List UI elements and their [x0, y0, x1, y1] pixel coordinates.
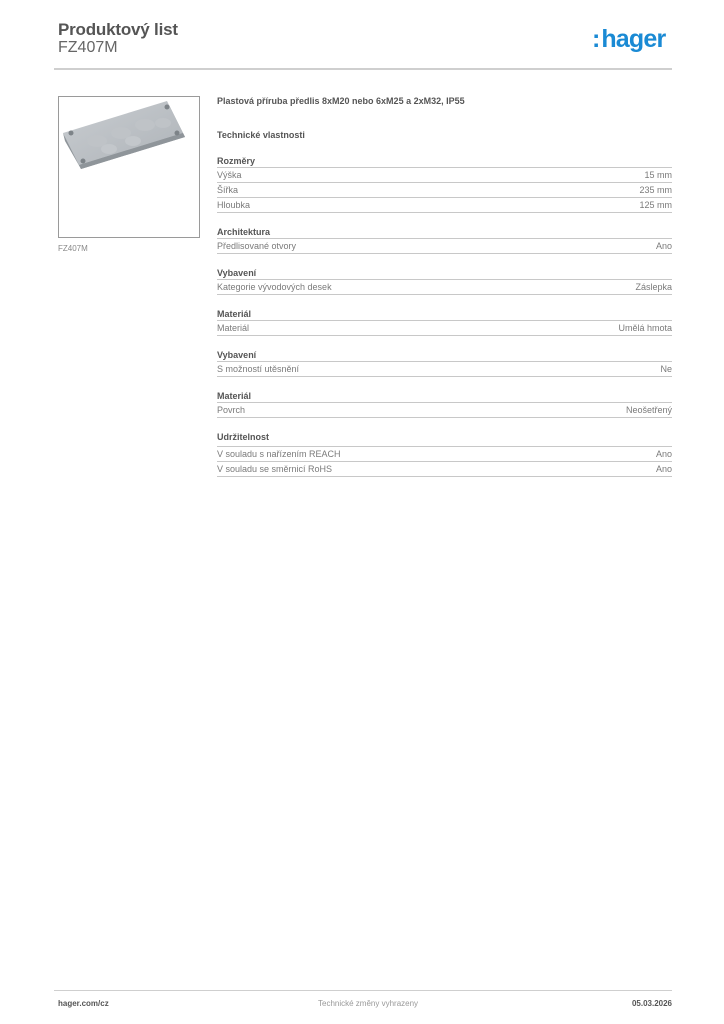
hager-logo — [592, 25, 665, 54]
logo-colon-icon: : — [592, 25, 601, 53]
spec-value: Umělá hmota — [618, 323, 672, 333]
spec-row — [217, 321, 672, 336]
spec-row — [217, 403, 672, 418]
footer-website-link[interactable]: hager.com/cz — [58, 999, 109, 1008]
footer-notice: Technické změny vyhrazeny — [318, 999, 419, 1008]
spec-group-sustainability — [217, 431, 672, 477]
spec-label: Materiál — [217, 323, 250, 333]
spec-group-equipment — [217, 267, 672, 295]
spec-row — [217, 198, 672, 213]
group-title: Architektura — [217, 226, 672, 239]
spec-value: Ano — [655, 449, 672, 459]
spec-value: 235 mm — [639, 185, 672, 195]
spec-row — [217, 362, 672, 377]
spec-row — [217, 168, 672, 183]
spec-value: 15 mm — [644, 170, 672, 180]
flange-plate-icon — [59, 97, 199, 237]
spec-content — [217, 96, 672, 477]
spec-label: Povrch — [217, 405, 246, 415]
group-title: Materiál — [217, 390, 672, 403]
group-title: Vybavení — [217, 267, 672, 280]
spec-row — [217, 462, 672, 477]
spec-group-dimensions — [217, 155, 672, 213]
group-title: Materiál — [217, 308, 672, 321]
header-divider — [54, 68, 672, 70]
group-title: Udržitelnost — [217, 431, 672, 447]
spec-value: Ne — [660, 364, 672, 374]
spec-label: S možností utěsnění — [217, 364, 300, 374]
spec-value: Záslepka — [635, 282, 672, 292]
spec-label: Šířka — [217, 185, 239, 195]
spec-group-material-2 — [217, 390, 672, 418]
spec-label: V souladu s nařízením REACH — [217, 449, 341, 459]
spec-label: Kategorie vývodových desek — [217, 282, 332, 292]
spec-row — [217, 447, 672, 462]
spec-group-material — [217, 308, 672, 336]
spec-label: Předlisované otvory — [217, 241, 297, 251]
spec-row — [217, 183, 672, 198]
spec-value: Neošetřený — [625, 405, 672, 415]
spec-value: Ano — [655, 464, 672, 474]
spec-group-equipment-2 — [217, 349, 672, 377]
spec-row — [217, 239, 672, 254]
logo-text: hager — [601, 25, 666, 53]
product-description: Plastová příruba předlis 8xM20 nebo 6xM25 a 2xM32, IP55 — [217, 96, 465, 106]
footer-divider — [54, 990, 672, 991]
group-title: Rozměry — [217, 155, 672, 168]
spec-label: Hloubka — [217, 200, 251, 210]
image-caption: FZ407M — [58, 244, 88, 253]
spec-row — [217, 280, 672, 295]
product-code: FZ407M — [58, 39, 118, 56]
spec-value: 125 mm — [639, 200, 672, 210]
group-title: Vybavení — [217, 349, 672, 362]
section-title: Technické vlastnosti — [217, 130, 305, 140]
spec-label: Výška — [217, 170, 242, 180]
page-title: Produktový list — [58, 20, 178, 39]
spec-value: Ano — [655, 241, 672, 251]
spec-group-architecture — [217, 226, 672, 254]
spec-label: V souladu se směrnicí RoHS — [217, 464, 333, 474]
footer-date: 05.03.2026 — [631, 999, 672, 1008]
product-image — [58, 96, 200, 238]
